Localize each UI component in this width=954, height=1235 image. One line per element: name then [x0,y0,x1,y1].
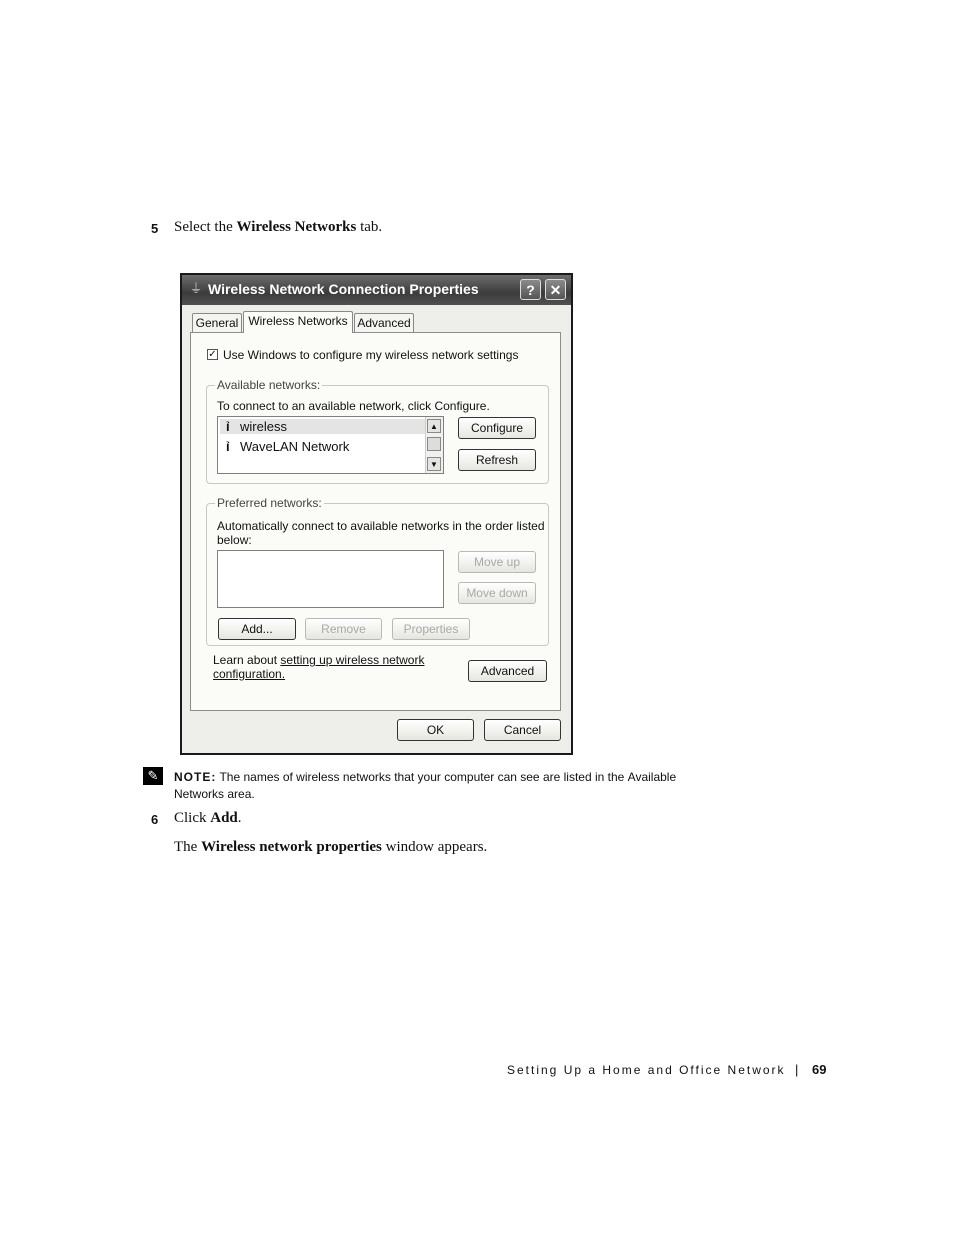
network-name: WaveLAN Network [240,439,350,454]
antenna-icon: ỉ [226,439,230,454]
advanced-button[interactable]: Advanced [468,660,547,682]
available-networks-group [206,378,549,484]
tab-general[interactable]: General [192,313,242,332]
available-networks-legend: Available networks: [217,378,321,392]
step-5-number: 5 [151,221,159,236]
network-icon: ⏚ [189,281,203,296]
use-windows-checkbox[interactable]: ✓ [208,349,217,360]
list-item[interactable] [220,419,425,434]
note-bold-2: Networks area. [174,787,255,801]
preferred-networks-list[interactable] [217,550,444,608]
network-name: wireless [240,419,287,434]
learn-link[interactable]: setting up wireless network [280,653,425,667]
learn-about-line1 [213,653,424,667]
available-networks-list[interactable] [217,416,444,474]
step-5-text [174,219,382,236]
properties-dialog [180,273,573,755]
move-up-button[interactable]: Move up [458,551,536,573]
chevron-down-icon[interactable]: ▼ [427,457,441,471]
result-suffix: window appears. [381,839,488,855]
remove-button[interactable]: Remove [305,618,382,640]
pencil-icon: ✎ [143,767,163,785]
antenna-icon: ỉ [226,419,230,434]
list-scrollbar[interactable] [425,417,443,473]
use-windows-label: Use Windows to configure my wireless network settings [223,348,519,362]
step-5-suffix: tab. [356,219,383,235]
dialog-title: Wireless Network Connection Properties [208,281,479,297]
step-6-bold: Add [210,810,238,826]
chevron-up-icon[interactable]: ▲ [427,419,441,433]
ok-button[interactable]: OK [397,719,474,741]
step-6-prefix: Click [174,810,211,826]
note-label: NOTE: [174,770,217,784]
learn-link-continued[interactable]: configuration. [213,667,286,681]
learn-prefix: Learn about [213,653,281,667]
cancel-button[interactable]: Cancel [484,719,561,741]
scroll-thumb[interactable] [427,437,441,451]
dialog-client [182,305,571,753]
properties-button[interactable]: Properties [392,618,470,640]
tab-advanced[interactable]: Advanced [354,313,414,332]
available-instruction: To connect to an available network, click Configure. [217,399,490,413]
preferred-instruction-line2: below: [217,533,252,547]
step-6-suffix: . [237,810,242,826]
note-bold-1: Available [627,770,677,784]
add-button[interactable]: Add... [218,618,296,640]
close-button[interactable]: ✕ [545,279,566,300]
step-6-number: 6 [151,812,159,827]
dialog-titlebar [182,275,571,305]
step-5-prefix: Select the [174,219,237,235]
step-6-result [174,839,487,856]
move-down-button[interactable]: Move down [458,582,536,604]
result-bold: Wireless network properties [201,839,382,855]
note-text [174,769,734,803]
wireless-networks-panel [190,332,561,711]
preferred-networks-legend: Preferred networks: [217,496,322,510]
tab-wireless-networks[interactable]: Wireless Networks [243,311,353,333]
preferred-instruction-line1: Automatically connect to available networks in the order listed [217,519,545,533]
note-body: The names of wireless networks that your computer can see are listed in the [216,770,628,784]
footer-section-title: Setting Up a Home and Office Network [507,1063,786,1077]
result-prefix: The [174,839,202,855]
refresh-button[interactable]: Refresh [458,449,536,471]
configure-button[interactable]: Configure [458,417,536,439]
learn-about-line2 [213,667,285,681]
list-item[interactable] [226,439,349,454]
step-6-text [174,810,242,827]
preferred-networks-group [206,496,549,646]
step-5-bold: Wireless Networks [236,219,357,235]
footer-separator: | [795,1062,799,1077]
help-button[interactable]: ? [520,279,541,300]
page-number: 69 [812,1062,827,1077]
